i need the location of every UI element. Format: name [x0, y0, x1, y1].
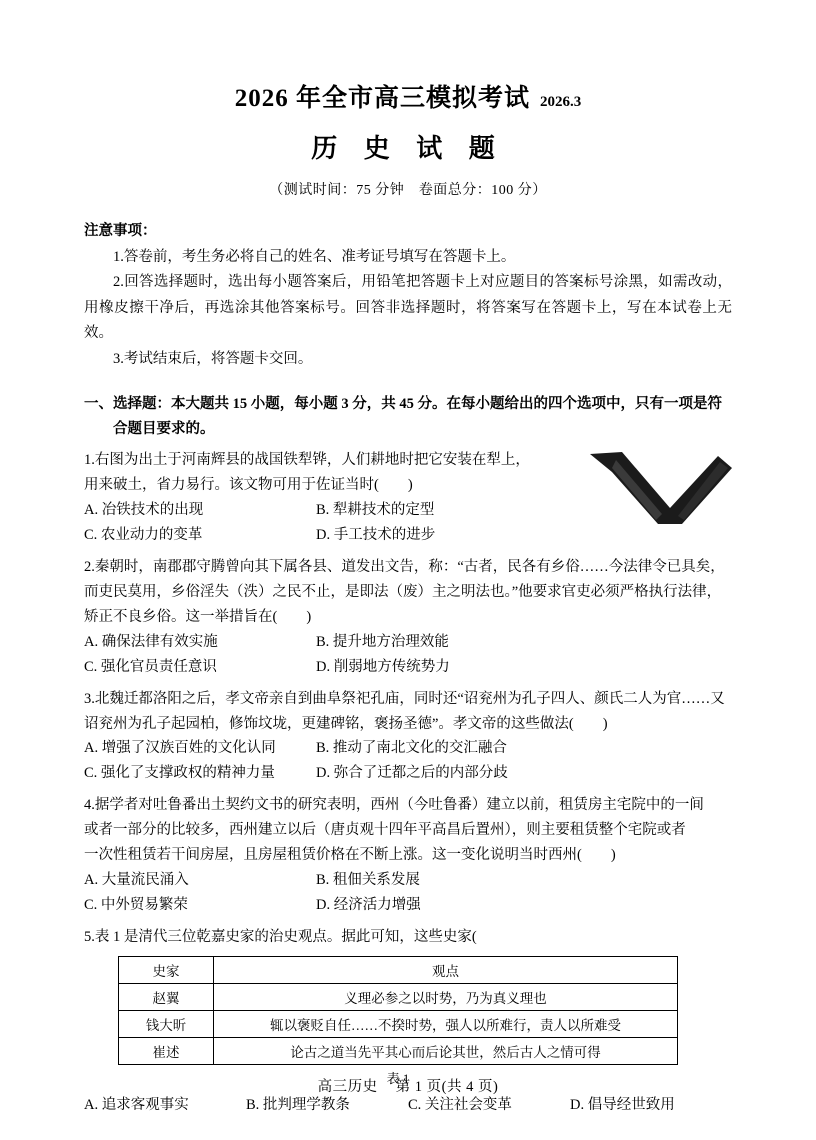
question-1: [84, 448, 732, 548]
question-1-option-d: D. 手工技术的进步: [316, 526, 436, 543]
question-3-option-d: D. 弥合了迁都之后的内部分歧: [316, 765, 508, 782]
views-table: [118, 956, 678, 1065]
question-1-option-a: A. 冶铁技术的出现: [84, 502, 204, 519]
table-cell-historian-1: 赵翼: [119, 983, 214, 1010]
question-2: [84, 555, 732, 680]
question-4: [84, 793, 732, 918]
question-3: [84, 687, 732, 787]
table-cell-view-2: 辄以褒贬自任……不揆时势，强人以所难行，责人以所难受: [214, 1010, 678, 1037]
table-header-historian: 史家: [119, 956, 214, 983]
notice-item-3: 3.考试结束后，将答题卡交回。: [113, 350, 313, 367]
question-5-option-d: D. 倡导经世致用: [570, 1096, 675, 1113]
question-5-option-a: A. 追求客观事实: [84, 1096, 189, 1113]
question-1-stem: [84, 448, 604, 498]
table-header-row: [119, 956, 678, 983]
notice-item-1: 1.答卷前，考生务必将自己的姓名、准考证号填写在答题卡上。: [113, 249, 516, 265]
table-cell-historian-3: 崔述: [119, 1037, 214, 1064]
question-2-number: 2.: [84, 558, 95, 575]
question-5-option-b: B. 批判理学教条: [246, 1096, 350, 1113]
table-row: [119, 1010, 678, 1037]
question-3-option-c: C. 强化了支撑政权的精神力量: [84, 765, 275, 782]
question-3-number: 3.: [84, 690, 95, 707]
question-5: [84, 925, 732, 950]
section-heading: [84, 392, 732, 441]
views-table-wrap: [118, 956, 678, 1065]
question-4-option-d: D. 经济活力增强: [316, 897, 421, 914]
question-4-option-a: A. 大量流民涌入: [84, 872, 189, 889]
question-2-options: [84, 630, 732, 655]
section-heading-line1: 一、选择题：本大题共 15 小题，每小题 3 分，共 45 分。在每小题给出的四个选项中，只有一项是符: [84, 395, 722, 412]
footer-page-number: 第 1 页(共 4 页): [395, 1079, 499, 1095]
question-2-stem-line2: 而吏民莫用，乡俗淫失（泆）之民不止，是即法（废）主之明法也。”他要求官吏必须严格执行法律，: [84, 583, 722, 600]
notice-list: [84, 245, 732, 372]
question-4-number: 4.: [84, 797, 95, 814]
question-4-option-b: B. 租佃关系发展: [316, 872, 420, 889]
question-3-option-a: A. 增强了汉族百姓的文化认同: [84, 740, 276, 757]
table-caption: 表 1: [386, 1070, 410, 1086]
question-4-stem-line1: 据学者对吐鲁番出土契约文书的研究表明，西州（今吐鲁番）建立以前，租赁房主宅院中的一间: [94, 797, 704, 814]
exam-date: 2026.3: [540, 94, 582, 110]
question-5-stem: [84, 925, 732, 950]
question-4-stem-line3: 一次性租赁若干间房屋，且房屋租赁价格在不断上涨。这一变化说明当时西州( ): [84, 847, 616, 864]
question-5-stem-line1: 表 1 是清代三位乾嘉史家的治史观点。据此可知，这些史家(: [94, 929, 477, 946]
question-4-stem: [84, 793, 732, 868]
exam-title-text: 2026 年全市高三模拟考试: [234, 85, 530, 112]
exam-meta: （测试时间：75 分钟 卷面总分：100 分）: [269, 183, 547, 198]
question-5-option-c: C. 关注社会变革: [408, 1096, 512, 1113]
question-3-option-b: B. 推动了南北文化的交汇融合: [316, 740, 507, 757]
page-title: [84, 84, 732, 114]
question-3-stem: [84, 687, 732, 737]
question-5-options: [84, 1093, 732, 1118]
question-2-option-c: C. 强化官员责任意识: [84, 658, 217, 675]
question-2-option-b: B. 提升地方治理效能: [316, 633, 449, 650]
table-cell-view-3: 论古之道当先平其心而后论其世，然后古人之情可得: [214, 1037, 678, 1064]
table-cell-view-1: 义理必参之以时势，乃为真义理也: [214, 983, 678, 1010]
question-5-number: 5.: [84, 929, 95, 946]
page-footer: [0, 1075, 816, 1096]
question-4-options: [84, 868, 732, 893]
question-4-option-c: C. 中外贸易繁荣: [84, 897, 188, 914]
table-row: [119, 983, 678, 1010]
question-2-stem: [84, 555, 732, 630]
question-3-options: [84, 736, 732, 761]
question-1-option-b: B. 犁耕技术的定型: [316, 502, 435, 519]
notice-item-2: 2.回答选择题时，选出每小题答案后，用铅笔把答题卡上对应题目的答案标号涂黑，如需改动，用橡皮擦干净后，再选涂其他答案标号。回答非选择题时，将答案写在答题卡上，写在本试卷上无效。: [84, 274, 732, 342]
question-2-option-d: D. 削弱地方传统势力: [316, 658, 450, 675]
question-1-stem-line1: 右图为出土于河南辉县的战国铁犁铧，人们耕地时把它安装在犁上，: [94, 452, 530, 469]
exam-page: [0, 84, 816, 1140]
question-1-number: 1.: [84, 452, 95, 469]
subject-title: 历 史 试 题: [311, 134, 505, 163]
question-1-option-c: C. 农业动力的变革: [84, 526, 203, 543]
question-2-option-a: A. 确保法律有效实施: [84, 633, 218, 650]
question-2-stem-line3: 矫正不良乡俗。这一举措旨在( ): [84, 608, 312, 625]
question-1-stem-line2: 用来破土，省力易行。该文物可用于佐证当时( ): [84, 477, 413, 494]
footer-subject: 高三历史: [317, 1079, 378, 1095]
table-cell-historian-2: 钱大昕: [119, 1010, 214, 1037]
table-header-view: 观点: [214, 956, 678, 983]
question-4-stem-line2: 或者一部分的比较多，西州建立以后（唐贞观十四年平高昌后置州），则主要租赁整个宅院或者: [84, 822, 686, 839]
question-3-stem-line1: 北魏迁都洛阳之后，孝文帝亲自到曲阜祭祀孔庙，同时还“诏兖州为孔子四人、颜氏二人为官……又: [94, 690, 725, 707]
table-row: [119, 1037, 678, 1064]
iron-plowshare-photo: [586, 450, 736, 526]
question-2-stem-line1: 秦朝时，南郡郡守腾曾向其下属各县、道发出文告，称：“古者，民各有乡俗……今法律令已具矣，: [94, 558, 725, 575]
section-heading-line2: 合题目要求的。: [113, 420, 215, 437]
question-3-stem-line2: 诏兖州为孔子起园柏，修饰坟垅，更建碑铭，褒扬圣德”。孝文帝的这些做法( ): [84, 715, 608, 732]
notice-heading: 注意事项：: [84, 223, 157, 239]
